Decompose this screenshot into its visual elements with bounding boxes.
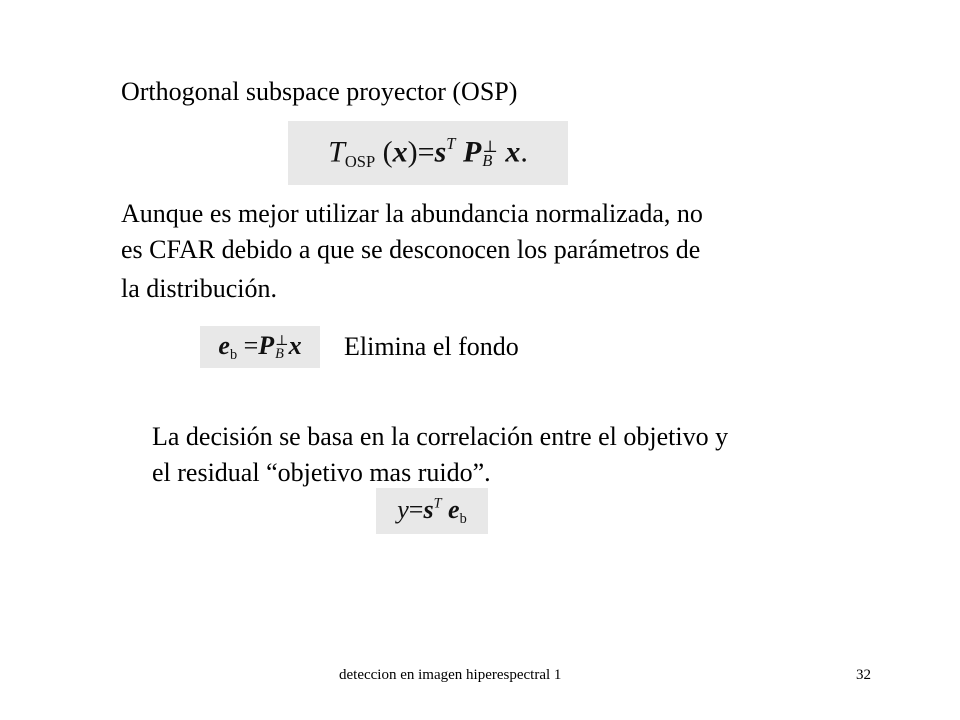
- slide-title: Orthogonal subspace proyector (OSP): [121, 77, 518, 106]
- footer-text: deteccion en imagen hiperespectral 1: [339, 667, 562, 683]
- paragraph-line-1: Aunque es mejor utilizar la abundancia normalizada, no: [121, 199, 703, 228]
- paragraph-line-2: es CFAR debido a que se desconocen los parámetros de: [121, 235, 701, 264]
- t-osp-formula-image: $T_{OSP}$ $(x)=s^T$ P ⊥ B x.: [288, 121, 568, 185]
- elimina-fondo-label: Elimina el fondo: [344, 332, 519, 361]
- eb-formula-image: $e_b =P$ ⊥ B x: [200, 326, 320, 368]
- paragraph-line-3: la distribución.: [121, 274, 277, 303]
- page-number: 32: [856, 667, 871, 683]
- decision-line-1: La decisión se basa en la correlación entre el objetivo y: [152, 422, 729, 451]
- y-formula-image: $y=s^T$ $e_b$: [376, 488, 488, 534]
- decision-line-2: el residual “objetivo mas ruido”.: [152, 458, 491, 487]
